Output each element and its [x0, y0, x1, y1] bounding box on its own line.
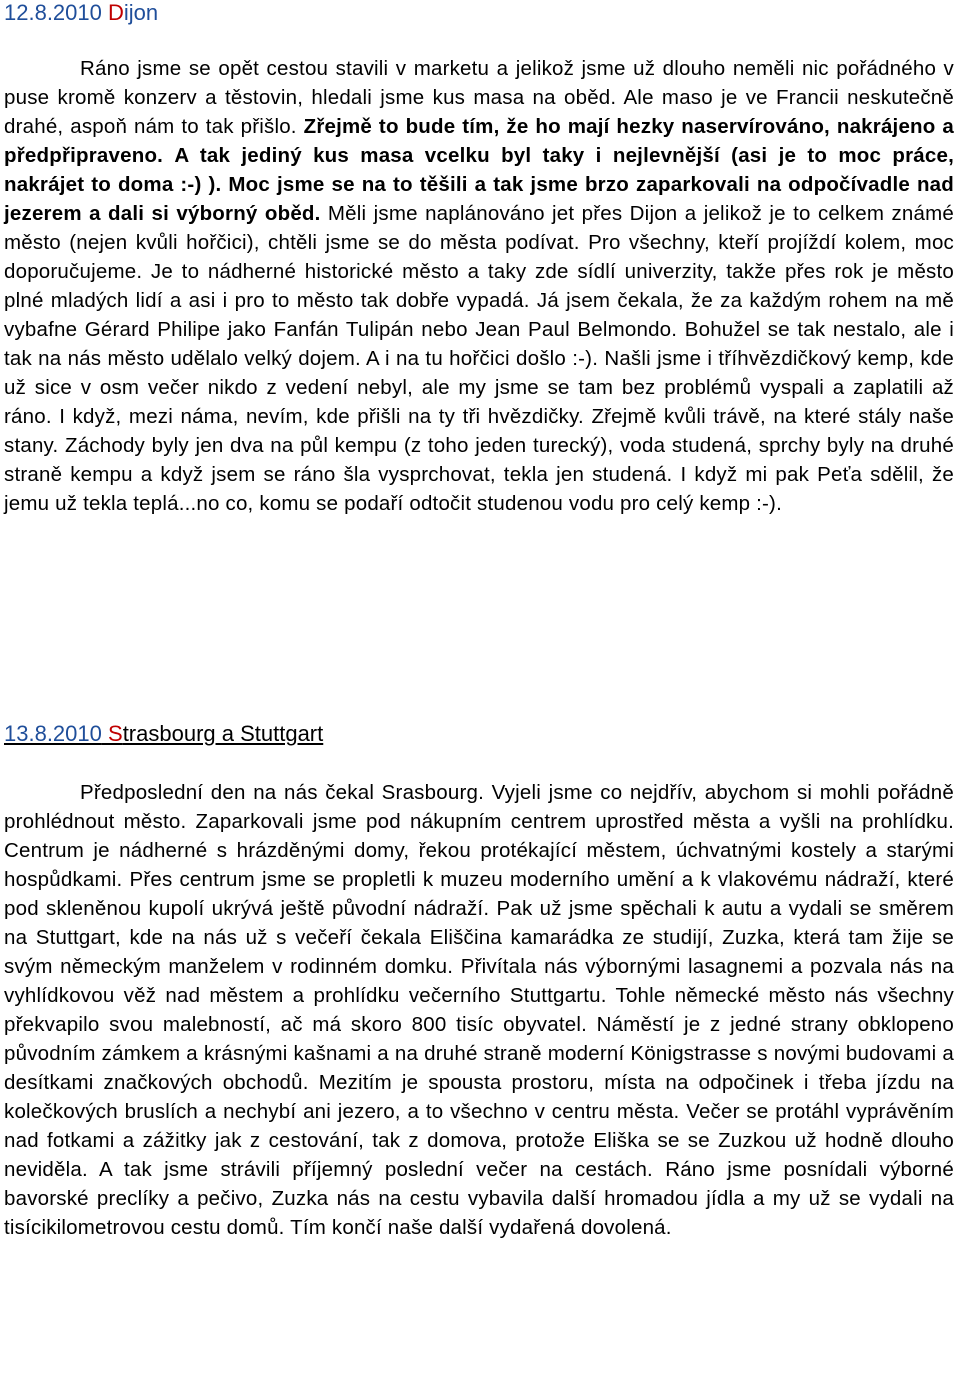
- sentence: I když mi pak Peťa sdělil, že jemu už tekla teplá...no co, komu se podaří odtočit studenou vodu pro celý kemp :-).: [4, 463, 954, 515]
- sentence: Přivítala nás výbornými lasagnemi a pozvala nás na vyhlídkovou věž nad městem a prohlídku večerního Stuttgartu.: [4, 955, 954, 1007]
- heading-title-first-letter: S: [108, 721, 123, 746]
- sentence: Mezitím je spousta prostoru, místa na odpočinek i třeba jízdu na kolečkových bruslích a nechybí ani jezero, a to všechno v centru města.: [4, 1071, 955, 1123]
- heading-date: 13.8.2010: [4, 721, 102, 746]
- paragraph-dijon: [4, 54, 954, 518]
- sentence: Zřejmě kvůli trávě, na které stály naše stany.: [4, 405, 954, 457]
- sentence: Vyjeli jsme co nejdřív, abychom si mohli pořádně prohlédnout město.: [4, 781, 954, 833]
- heading-title: [108, 721, 323, 746]
- sentence: I když, mezi náma, nevím, kde přišli na ty tři hvězdičky.: [59, 405, 584, 428]
- sentence: Ale maso je ve Francii neskutečně drahé, aspoň nám to tak přišlo.: [4, 86, 955, 138]
- sentence: A tak jsme strávili příjemný poslední večer na cestách.: [98, 1158, 653, 1181]
- sentence: Ráno jsme se opět cestou stavili v marketu a jelikož jsme už dlouho neměli nic pořádného v puse kromě konzerv a těstovin, hledali jsme kus masa na oběd.: [4, 57, 954, 109]
- sentence: Náměstí je z jedné strany obklopeno původním zámkem a krásnými kašnami a na druhé straně moderní Königstrasse s novými budovami a desítkami značkových obchodů.: [4, 1013, 955, 1094]
- sentence: Zaparkovali jsme pod nákupním centrem uprostřed města a vyšli na prohlídku.: [195, 810, 954, 833]
- sentence: Předposlední den na nás čekal Srasbourg.: [80, 781, 484, 804]
- sentence: Měli jsme naplánováno jet přes Dijon a jelikož je to celkem známé město (nejen kvůli hořčici), chtěli jsme se do města podívat.: [4, 202, 954, 254]
- sentence: Večer se protáhl vyprávěním nad fotkami a zážitky jak z cestování, tak z domova, protože Eliška se se Zuzkou už hodně dlouho neviděla.: [4, 1100, 954, 1181]
- sentence: Tím končí naše další vydařená dovolená.: [290, 1216, 672, 1239]
- heading-title-first-letter: D: [108, 0, 124, 25]
- heading-title: [108, 0, 158, 25]
- sentence: Je to nádherné historické město a taky zde sídlí univerzity, takže přes rok je město plné mladých lidí a asi i pro to město tak dobře vypadá.: [4, 260, 954, 312]
- sentence: Zřejmě to bude tím, že ho mají hezky naservírováno, nakrájeno a předpřipraveno.: [4, 115, 954, 167]
- sentence: Pak už jsme spěchali k autu a vydali se směrem na Stuttgart, kde na nás už s večeří čekala Eliščina kamarádka ze studijí, Zuzka, která tam žije se svým německým manželem v rodinném domku.: [4, 897, 955, 978]
- sentence: Pro všechny, kteří projíždí kolem, moc doporučujeme.: [4, 231, 954, 283]
- section-heading-strasbourg: [4, 721, 323, 747]
- sentence: Moc jsme se na to těšili a tak jsme brzo zaparkovali na odpočívadle nad jezerem a dali si výborný oběd.: [4, 173, 954, 225]
- sentence: A i na tu hořčici došlo :-).: [366, 347, 599, 370]
- heading-date: 12.8.2010: [4, 0, 102, 25]
- section-heading-dijon: [4, 0, 158, 26]
- sentence: Ráno jsme posnídali výborné bavorské preclíky a pečivo, Zuzka nás na cestu vybavila další hromadou jídla a my už se vydali na tisícikilometrovou cestu domů.: [4, 1158, 954, 1239]
- heading-title-rest: trasbourg a Stuttgart: [122, 721, 324, 746]
- sentence: A tak jediný kus masa vcelku byl taky i nejlevnější (asi je to moc práce, nakrájet to doma :-) ).: [4, 144, 954, 196]
- paragraph-strasbourg: [4, 778, 954, 1242]
- sentence: Já jsem čekala, že za každým rohem na mě vybafne Gérard Philipe jako Fanfán Tulipán nebo Jean Paul Belmondo.: [4, 289, 954, 341]
- sentence: Bohužel se tak nestalo, ale i tak na nás město udělalo velký dojem.: [4, 318, 954, 370]
- heading-title-rest: ijon: [123, 0, 159, 25]
- sentence: Našli jsme i tříhvězdičkový kemp, kde už sice v osm večer nikdo z vedení nebyl, ale my jsme se tam bez problémů vyspali a zaplatili až ráno.: [4, 347, 955, 428]
- sentence: Přes centrum jsme se propletli k muzeu moderního umění a k vlakovému nádraží, které pod skleněnou kupolí ukrývá ještě původní nádraží.: [4, 868, 954, 920]
- sentence: Záchody byly jen dva na půl kempu (z toho jeden turecký), voda studená, sprchy byly na druhé straně kempu a když jsem se ráno šla vysprchovat, tekla jen studená.: [4, 434, 954, 486]
- sentence: Centrum je nádherné s hrázděnými domy, řekou protékající městem, úchvatnými kostely a starými hospůdkami.: [4, 839, 954, 891]
- sentence: Tohle německé město nás všechny překvapilo svou malebností, ač má skoro 800 tisíc obyvatel.: [4, 984, 954, 1036]
